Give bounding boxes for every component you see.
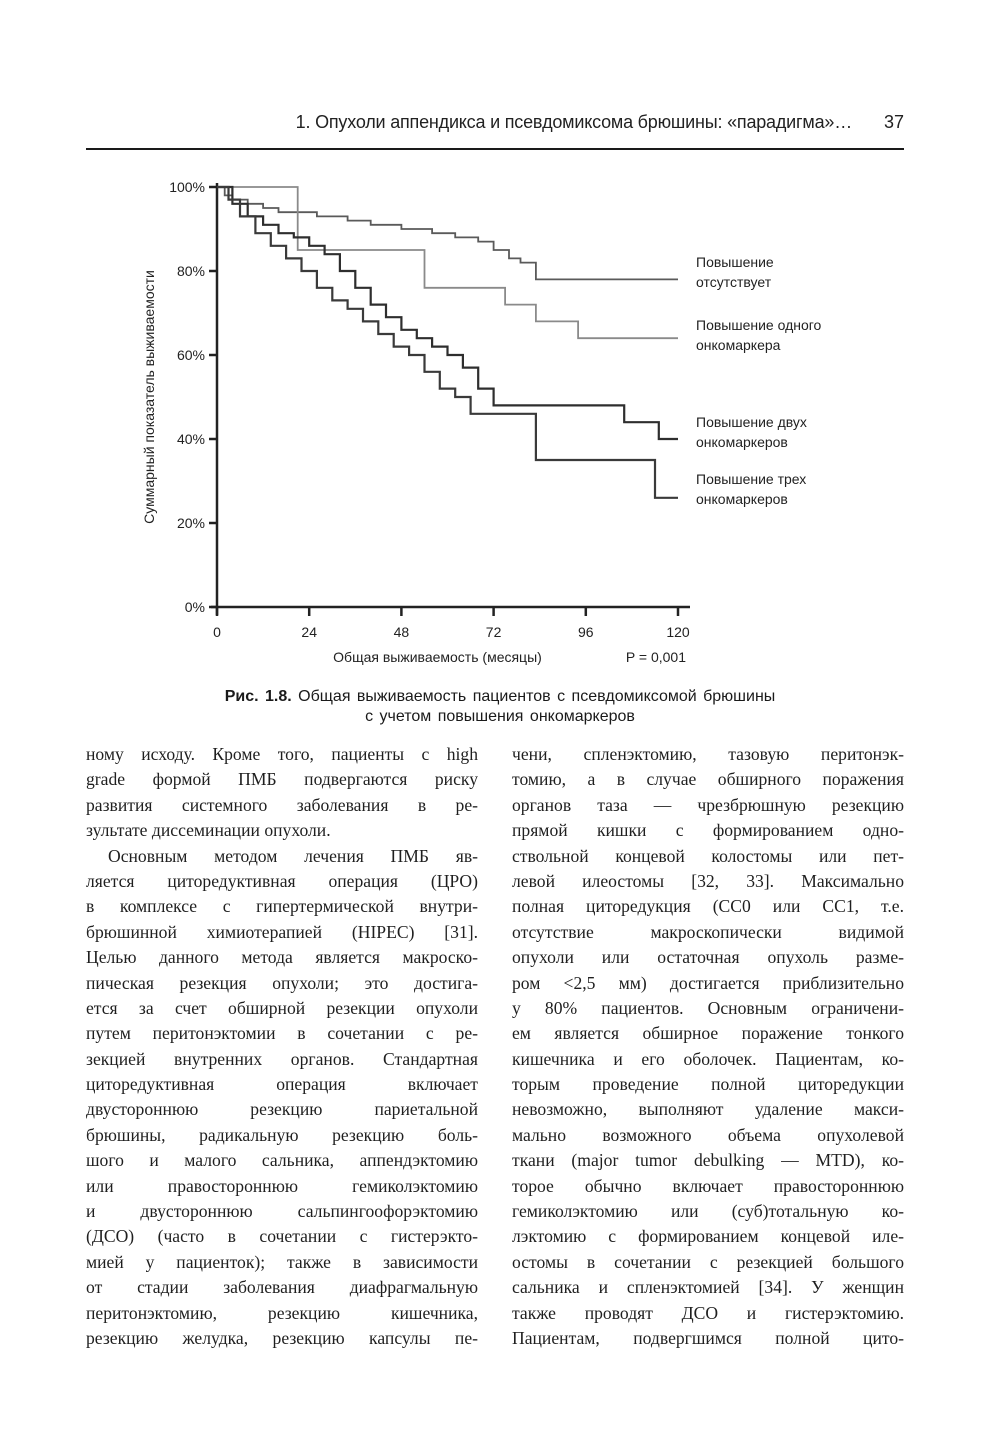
y-tick-label: 20% [176, 515, 205, 531]
paragraph [512, 742, 904, 1351]
y-tick-label: 40% [176, 431, 205, 447]
text-line: полная циторедукция (СС0 или СС1, т.е. [512, 896, 904, 917]
page-number: 37 [883, 112, 904, 132]
p-value-annotation: P = 0,001 [625, 649, 686, 665]
text-line: циторедуктивная операция включает [86, 1074, 478, 1095]
text-line: или правостороннюю гемиколэктомию [86, 1175, 478, 1196]
survival-chart-figure [130, 165, 870, 685]
text-line: томию, а в случае обширного поражения [512, 769, 904, 790]
text-line: и двустороннюю сальпингоофорэктомию [86, 1201, 478, 1222]
text-line: развития системного заболевания в ре- [86, 794, 478, 815]
text-line: ем является обширное поражение тонкого [512, 1023, 904, 1044]
text-line: резекцию желудка, резекцию капсулы пе- [86, 1327, 478, 1348]
text-line: Целью данного метода является макроско- [86, 947, 478, 968]
text-line: кишечника и его оболочек. Пациентам, ко- [512, 1048, 904, 1069]
kaplan-meier-chart [130, 165, 870, 685]
text-line: от стадии заболевания диафрагмальную [86, 1277, 478, 1298]
y-tick-label: 100% [169, 179, 205, 195]
x-tick-label: 24 [301, 624, 317, 640]
text-line: гемиколэктомию или (суб)тотальную ко- [512, 1201, 904, 1222]
figure-caption [130, 687, 870, 727]
text-line: ляется циторедуктивная операция (ЦРО) [86, 870, 478, 891]
legend-label-one: Повышение одного [696, 317, 822, 333]
text-line: зультате диссеминации опухоли. [86, 820, 331, 841]
body-column-right [512, 742, 904, 1351]
x-tick-label: 96 [578, 624, 594, 640]
text-line: органов таза — чрезбрюшную резекцию [512, 794, 904, 815]
text-line: остомы в сочетании с резекцией большого [512, 1251, 904, 1272]
text-line: ному исходу. Кроме того, пациенты с high [86, 744, 478, 764]
legend-label-three-cont: онкомаркеров [696, 491, 788, 507]
text-line: также проводят ДСО и гистерэктомию. [512, 1302, 904, 1323]
text-line: ется за счет обширной резекции опухоли [86, 997, 478, 1018]
legend-label-two-cont: онкомаркеров [696, 434, 788, 450]
x-axis-label: Общая выживаемость (месяцы) [333, 649, 542, 665]
y-tick-label: 80% [176, 263, 205, 279]
text-line: двустороннюю резекцию париетальной [86, 1099, 478, 1120]
caption-text-line1: Общая выживаемость пациентов с псевдомиксомой брюшины [298, 688, 776, 705]
text-line: путем перитонэктомии в сочетании с ре- [86, 1023, 478, 1044]
text-line: левой илеостомы [32, 33]. Максимально [512, 870, 904, 891]
legend-label-two: Повышение двух [696, 414, 807, 430]
legend-label-three: Повышение трех [696, 471, 807, 487]
survival-curve-one [217, 187, 678, 338]
running-head-title: 1. Опухоли аппендикса и псевдомиксома брюшины: «парадигма»… [295, 112, 852, 132]
paragraph [86, 844, 478, 1352]
text-line: Основным методом лечения ПМБ яв- [108, 845, 478, 866]
text-line: отсутствие макроскопически видимой [512, 921, 904, 942]
text-line: у 80% пациентов. Основным ограничени- [512, 997, 904, 1018]
text-line: grade формой ПМБ подвергаются риску [86, 769, 478, 790]
legend-label-none: Повышение [696, 254, 774, 270]
text-line: невозможно, выполняют удаление макси- [512, 1099, 904, 1120]
paragraph [86, 742, 478, 844]
body-column-left [86, 742, 478, 1351]
text-line: прямой кишки с формированием одно- [512, 820, 904, 841]
text-line: шого и малого сальника, аппендэктомию [86, 1150, 478, 1171]
text-line: зекцией внутренних органов. Стандартная [86, 1048, 478, 1069]
y-tick-label: 60% [176, 347, 205, 363]
text-line: (ДСО) (часто в сочетании с гистерэкто- [86, 1226, 478, 1247]
text-line: Пациентам, подвергшимся полной цито- [512, 1327, 904, 1348]
text-line: в комплексе с гипертермической внутри- [86, 896, 478, 917]
text-line: чени, спленэктомию, тазовую перитонэк- [512, 744, 904, 764]
x-tick-label: 48 [393, 624, 410, 640]
text-line: торое обычно включает правостороннюю [512, 1175, 904, 1196]
x-tick-label: 0 [213, 624, 221, 640]
caption-text-line2: с учетом повышения онкомаркеров [365, 708, 635, 725]
text-line: мией у пациенток); также в зависимости [86, 1251, 478, 1272]
text-line: брюшинной химиотерапией (HIPEC) [31]. [86, 921, 478, 942]
text-line: торым проведение полной циторедукции [512, 1074, 904, 1095]
text-line: ствольной концевой колостомы или пет- [512, 845, 904, 866]
text-line: сальника и спленэктомией [34]. У женщин [512, 1277, 904, 1298]
text-line: ткани (major tumor debulking — MTD), ко- [512, 1150, 904, 1171]
text-line: перитонэктомию, резекцию кишечника, [86, 1302, 478, 1323]
running-head [86, 108, 904, 150]
legend-label-none-cont: отсутствует [696, 274, 772, 290]
y-tick-label: 0% [184, 599, 205, 615]
caption-label: Рис. 1.8. [224, 688, 292, 705]
text-line: брюшины, радикальную резекцию боль- [86, 1124, 478, 1145]
text-line: мально возможного объема опухолевой [512, 1124, 904, 1145]
text-line: лэктомию с формированием концевой иле- [512, 1226, 904, 1247]
x-tick-label: 120 [666, 624, 690, 640]
survival-curve-two [217, 187, 678, 439]
legend-label-one-cont: онкомаркера [696, 337, 781, 353]
text-line: ром <2,5 мм) достигается приблизительно [512, 972, 904, 993]
y-axis-label: Суммарный показатель выживаемости [141, 270, 157, 524]
text-line: пическая резекция опухоли; это достига- [86, 972, 478, 993]
text-line: опухоли или остаточная опухоль разме- [512, 947, 904, 968]
x-tick-label: 72 [485, 624, 502, 640]
